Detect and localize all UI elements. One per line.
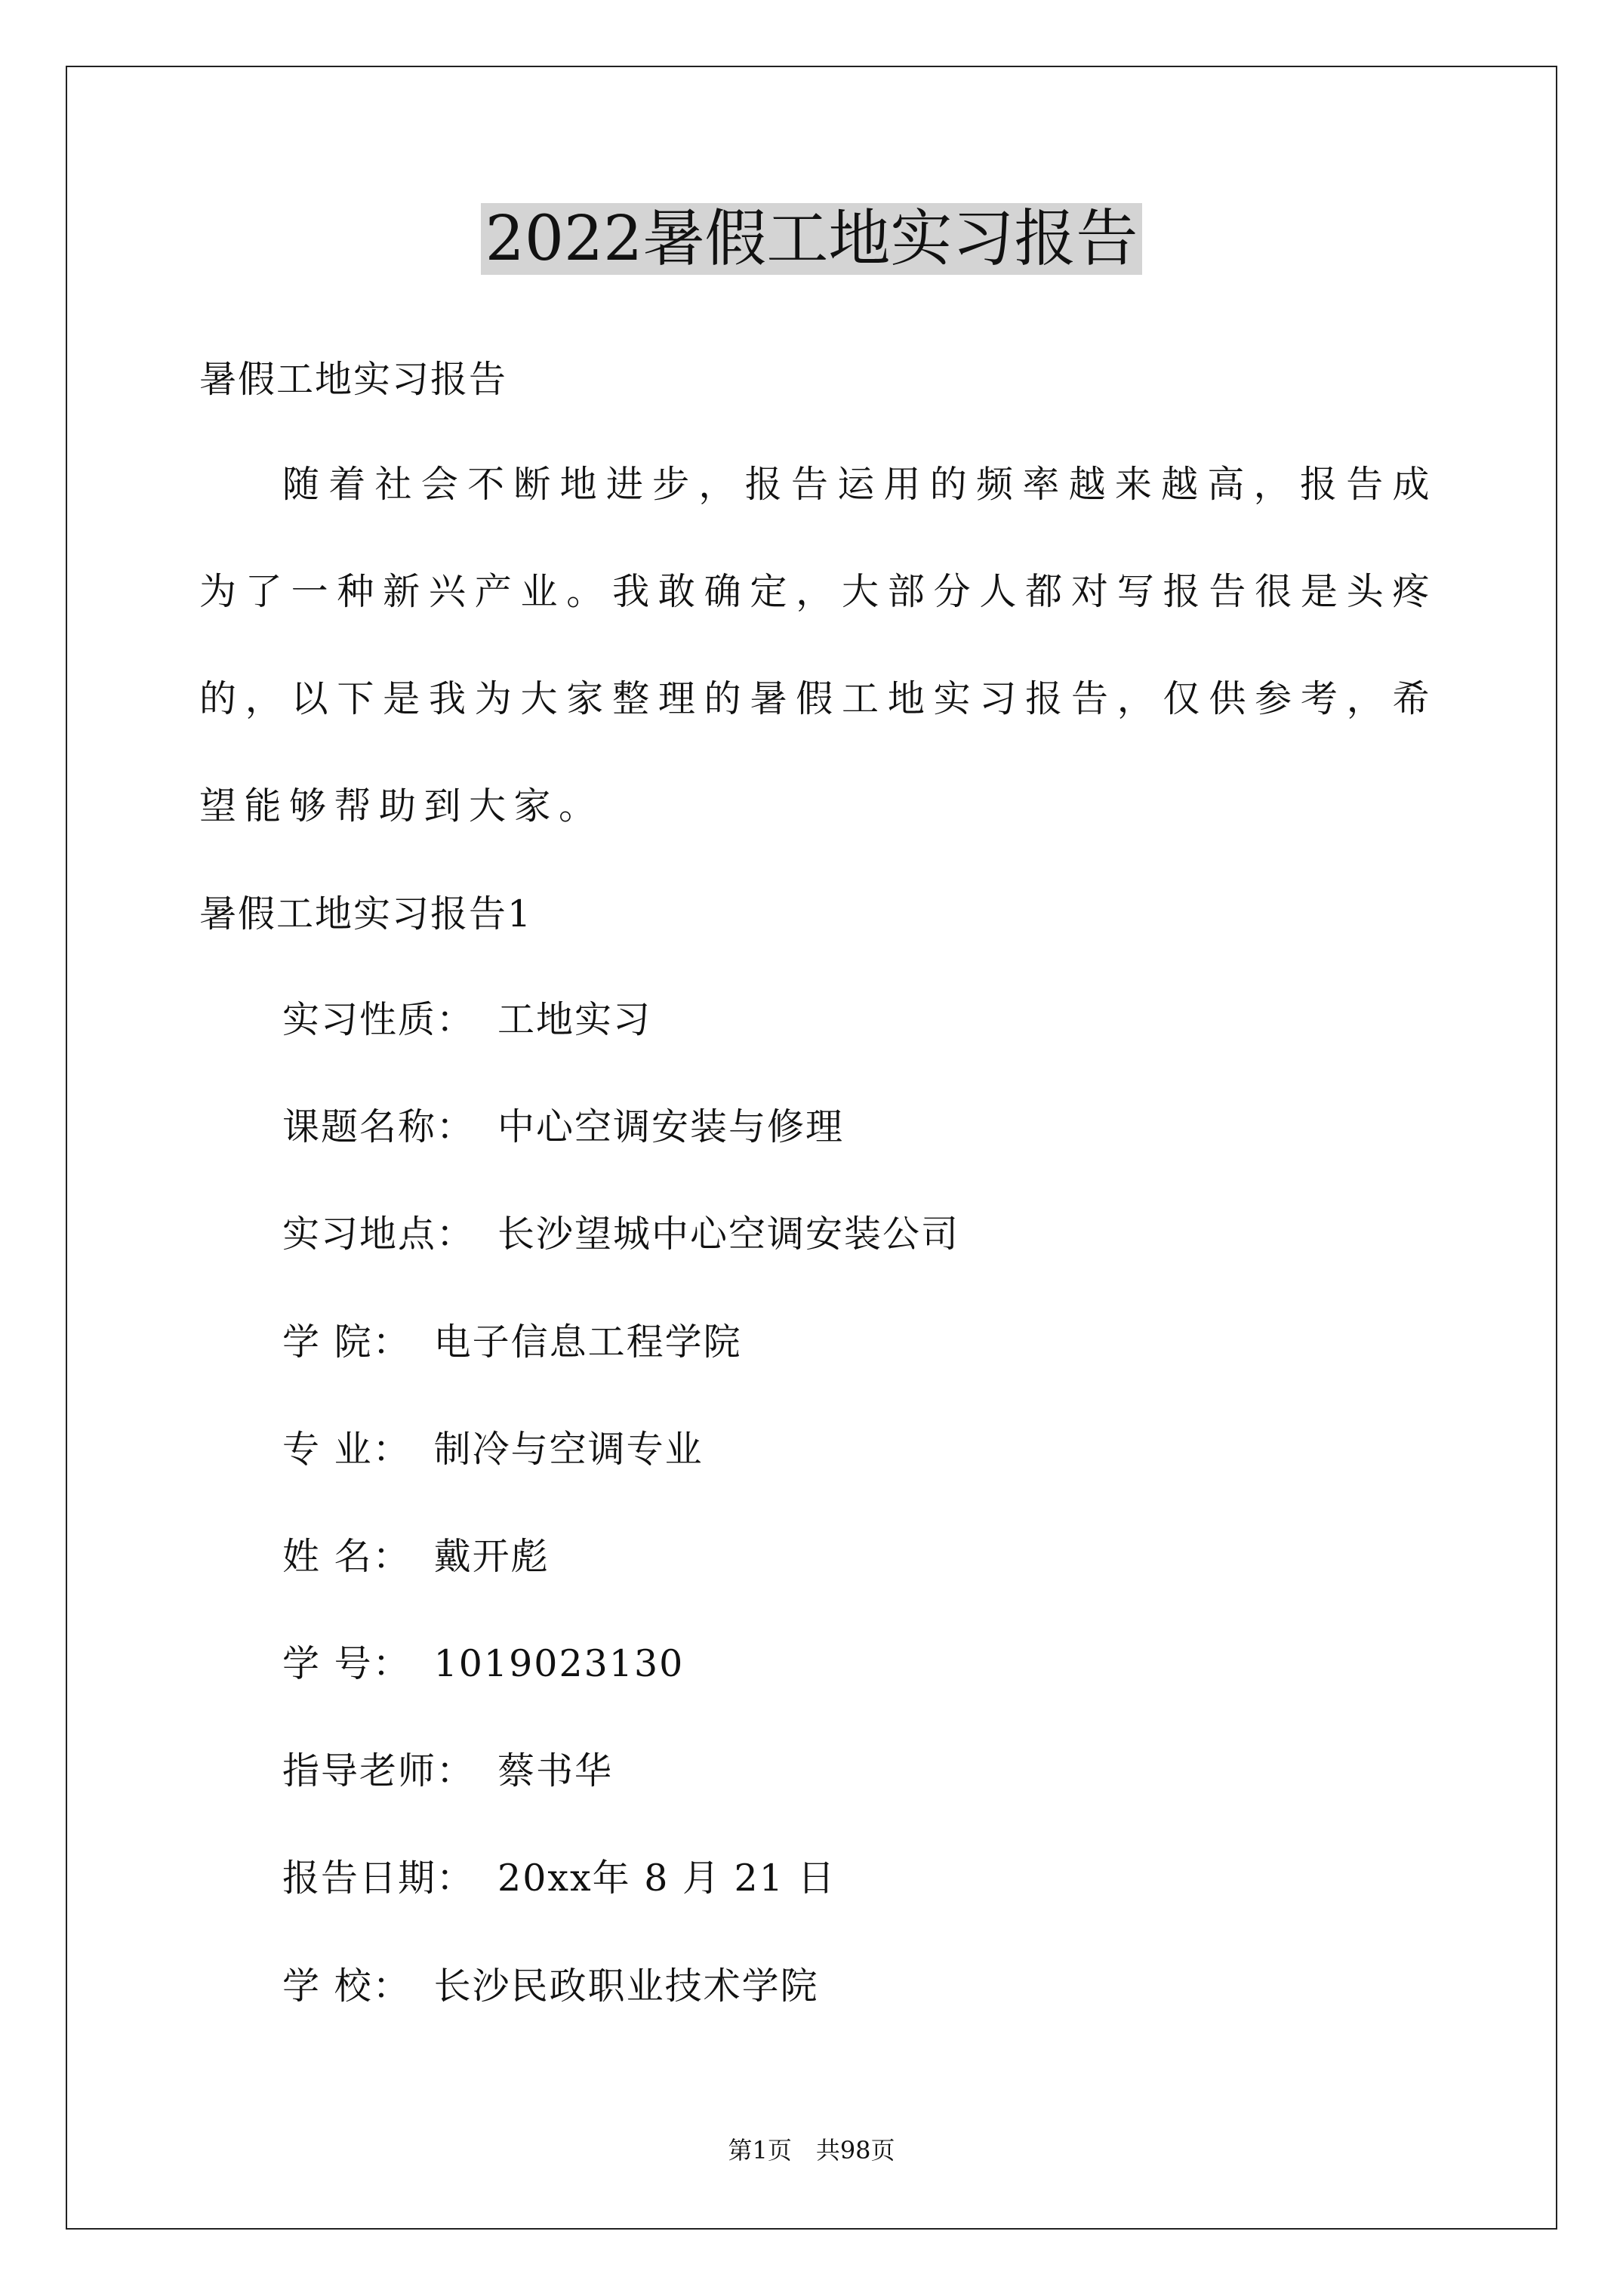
field-value: 长沙望城中心空调安装公司: [497, 1213, 960, 1256]
field-value: 制冷与空调专业: [433, 1428, 704, 1471]
field-value: 20xx年 8 月 21 日: [497, 1857, 836, 1900]
document-title-text: 2022暑假工地实习报告: [481, 203, 1143, 275]
field-row-topic: [282, 1101, 844, 1154]
field-row-college: [282, 1316, 742, 1369]
field-row-major: [282, 1423, 704, 1476]
field-value: 1019023130: [433, 1642, 685, 1685]
field-label: 学 号：: [282, 1642, 411, 1685]
intro-paragraph: 随着社会不断地进步，报告运用的频率越来越高，报告成为了一种新兴产业。我敢确定，大部分人都对写报告很是头疼的，以下是我为大家整理的暑假工地实习报告，仅供参考，希望能够帮助到大家。: [199, 463, 1437, 827]
field-row-name: [282, 1530, 550, 1583]
field-label: 专 业：: [282, 1428, 411, 1471]
field-row-nature: [282, 994, 651, 1046]
field-label: 实习性质：: [282, 998, 476, 1041]
field-label: 课题名称：: [282, 1105, 476, 1148]
field-value: 工地实习: [497, 998, 652, 1041]
field-value: 长沙民政职业技术学院: [433, 1965, 819, 2008]
field-value: 电子信息工程学院: [433, 1321, 742, 1364]
field-value: 蔡书华: [497, 1749, 614, 1792]
document-subtitle: 暑假工地实习报告: [199, 358, 508, 401]
field-label: 学 院：: [282, 1321, 411, 1364]
field-row-advisor: [282, 1745, 613, 1798]
field-label: 报告日期：: [282, 1857, 476, 1900]
field-label: 姓 名：: [282, 1535, 411, 1578]
page-number-footer: 第1页 共98页: [728, 2136, 895, 2165]
field-row-school: [282, 1960, 819, 2013]
section-heading: 暑假工地实习报告1: [199, 892, 533, 935]
field-row-report-date: [282, 1852, 836, 1905]
field-value: 中心空调安装与修理: [497, 1105, 845, 1148]
document-title: [0, 198, 1623, 281]
field-label: 实习地点：: [282, 1213, 476, 1256]
field-label: 学 校：: [282, 1965, 411, 2008]
field-row-location: [282, 1208, 959, 1261]
field-value: 戴开彪: [433, 1535, 550, 1578]
field-label: 指导老师：: [282, 1749, 476, 1792]
field-row-student-id: [282, 1638, 684, 1690]
